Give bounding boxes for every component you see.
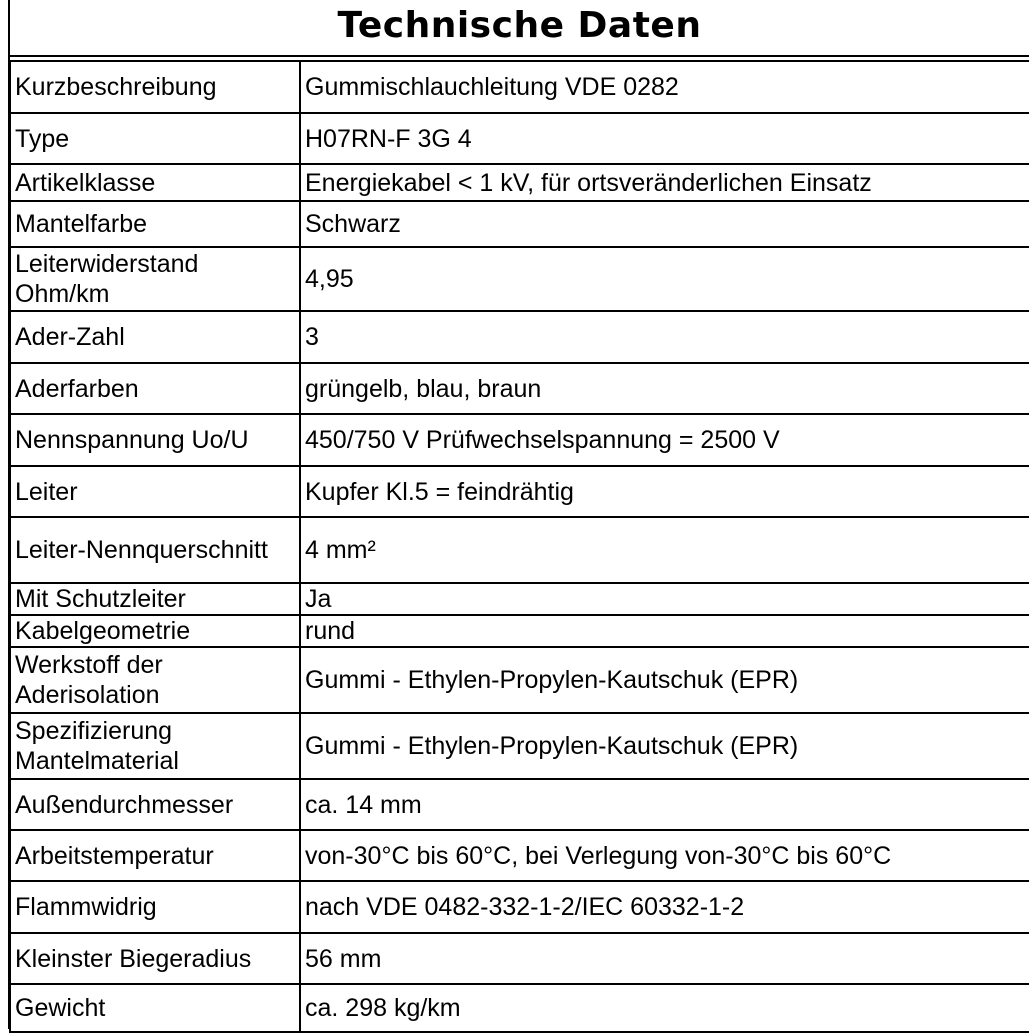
row-label: Leiterwiderstand Ohm/km	[10, 247, 300, 311]
row-label: Artikelklasse	[10, 164, 300, 201]
table-row	[10, 61, 1029, 113]
table-row	[10, 247, 1029, 311]
row-value: von-30°C bis 60°C, bei Verlegung von-30°C bis 60°C	[300, 830, 1029, 881]
table-row	[10, 647, 1029, 713]
row-value: nach VDE 0482-332-1-2/IEC 60332-1-2	[300, 881, 1029, 933]
row-label: Flammwidrig	[10, 881, 300, 933]
row-value: Gummischlauchleitung VDE 0282	[300, 61, 1029, 113]
table-row	[10, 881, 1029, 933]
row-label: Gewicht	[10, 984, 300, 1032]
row-value: grüngelb, blau, braun	[300, 363, 1029, 414]
row-value: Gummi - Ethylen-Propylen-Kautschuk (EPR)	[300, 647, 1029, 713]
row-value: H07RN-F 3G 4	[300, 113, 1029, 164]
table-row	[10, 615, 1029, 647]
row-value: ca. 298 kg/km	[300, 984, 1029, 1032]
table-row	[10, 713, 1029, 779]
row-label: Werkstoff der Aderisolation	[10, 647, 300, 713]
row-value: ca. 14 mm	[300, 779, 1029, 830]
table-row	[10, 311, 1029, 363]
row-value: 4 mm²	[300, 517, 1029, 583]
row-label: Mantelfarbe	[10, 201, 300, 247]
table-row	[10, 113, 1029, 164]
row-value: 450/750 V Prüfwechselspannung = 2500 V	[300, 414, 1029, 466]
table-row	[10, 583, 1029, 615]
row-label: Aderfarben	[10, 363, 300, 414]
row-value: Gummi - Ethylen-Propylen-Kautschuk (EPR)	[300, 713, 1029, 779]
row-label: Spezifizierung Mantelmaterial	[10, 713, 300, 779]
table-row	[10, 830, 1029, 881]
table-row	[10, 517, 1029, 583]
page-title: Technische Daten	[10, 0, 1029, 57]
row-value: Energiekabel < 1 kV, für ortsveränderlichen Einsatz	[300, 164, 1029, 201]
table-row	[10, 984, 1029, 1032]
row-label: Kabelgeometrie	[10, 615, 300, 647]
row-label: Ader-Zahl	[10, 311, 300, 363]
row-label: Arbeitstemperatur	[10, 830, 300, 881]
table-row	[10, 363, 1029, 414]
row-label: Nennspannung Uo/U	[10, 414, 300, 466]
row-value: Schwarz	[300, 201, 1029, 247]
table-row	[10, 414, 1029, 466]
row-label: Kurzbeschreibung	[10, 61, 300, 113]
table-row	[10, 779, 1029, 830]
row-value: 56 mm	[300, 933, 1029, 984]
row-value: Ja	[300, 583, 1029, 615]
row-value: 4,95	[300, 247, 1029, 311]
row-label: Mit Schutzleiter	[10, 583, 300, 615]
row-label: Type	[10, 113, 300, 164]
row-value: rund	[300, 615, 1029, 647]
spec-table	[9, 60, 1029, 1033]
row-label: Außendurchmesser	[10, 779, 300, 830]
row-label: Kleinster Biegeradius	[10, 933, 300, 984]
table-row	[10, 201, 1029, 247]
table-row	[10, 933, 1029, 984]
table-row	[10, 466, 1029, 517]
row-value: 3	[300, 311, 1029, 363]
row-label: Leiter	[10, 466, 300, 517]
row-value: Kupfer Kl.5 = feindrähtig	[300, 466, 1029, 517]
table-row	[10, 164, 1029, 201]
row-label: Leiter-Nennquerschnitt	[10, 517, 300, 583]
spec-sheet	[8, 0, 1029, 1029]
